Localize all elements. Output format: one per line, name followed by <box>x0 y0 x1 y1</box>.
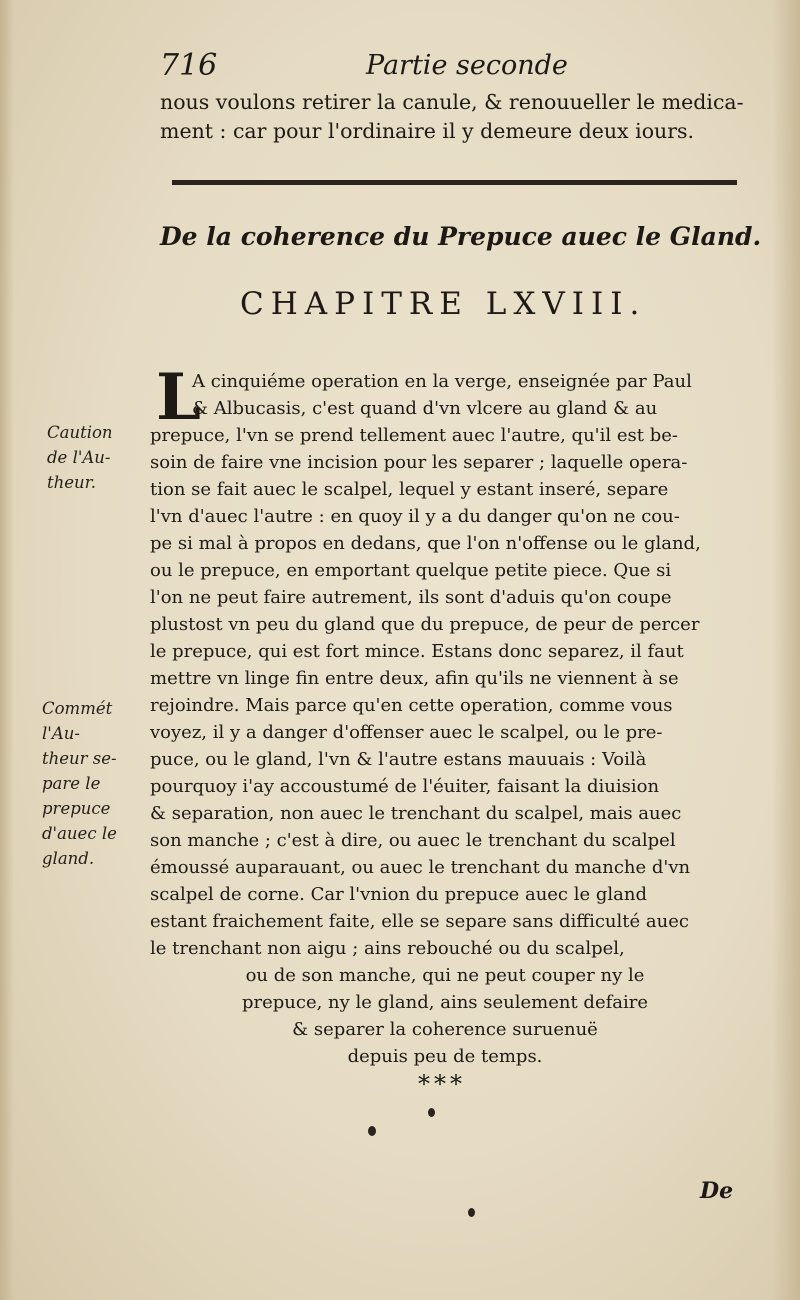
margin-note-line: l'Au- <box>42 724 80 743</box>
catchword: De <box>700 1178 734 1204</box>
body-line: tion se fait auec le scalpel, lequel y estant inseré, separe <box>150 479 669 500</box>
body-line: émoussé auparauant, ou auec le trenchant du manche d'vn <box>150 857 691 878</box>
margin-note-method <box>42 696 117 871</box>
margin-note-caution <box>47 420 113 495</box>
page-edge-shadow-left <box>0 0 14 1300</box>
body-line: le prepuce, qui est fort mince. Estans donc separez, il faut <box>150 641 684 662</box>
margin-note-line: de l'Au- <box>47 448 111 467</box>
body-line: ou le prepuce, en emportant quelque petite piece. Que si <box>150 560 672 581</box>
running-head: Partie seconde <box>366 50 568 81</box>
margin-note-line: prepuce <box>42 799 111 818</box>
body-line: estant fraichement faite, elle se separe sans difficulté auec <box>150 911 689 932</box>
page-header <box>160 48 780 90</box>
chapter-body <box>150 360 780 1070</box>
body-line: rejoindre. Mais parce qu'en cette operation, comme vous <box>150 695 673 716</box>
body-line: son manche ; c'est à dire, ou auec le trenchant du scalpel <box>150 830 676 851</box>
body-line: voyez, il y a danger d'offenser auec le scalpel, ou le pre- <box>150 722 663 743</box>
body-line: l'vn d'auec l'autre : en quoy il y a du danger qu'on ne cou- <box>150 506 680 527</box>
body-line: plustost vn peu du gland que du prepuce, de peur de percer <box>150 614 700 635</box>
body-line: prepuce, l'vn se prend tellement auec l'autre, qu'il est be- <box>150 425 678 446</box>
body-line: A cinquiéme operation en la verge, enseignée par Paul <box>192 371 692 392</box>
body-line: soin de faire vne incision pour les separer ; laquelle opera- <box>150 452 688 473</box>
continuation-text <box>160 88 760 146</box>
body-line: pourquoy i'ay accoustumé de l'éuiter, faisant la diuision <box>150 776 660 797</box>
body-line: & separer la coherence suruenuë <box>292 1019 598 1040</box>
chapter-heading: CHAPITRE LXVIII. <box>240 286 647 322</box>
horizontal-rule <box>172 180 737 185</box>
margin-note-line: Caution <box>47 423 113 442</box>
ink-dot <box>468 1208 475 1217</box>
margin-note-line: pare le <box>42 774 101 793</box>
body-line: puce, ou le gland, l'vn & l'autre estans mauuais : Voilà <box>150 749 647 770</box>
drop-cap: L <box>156 360 201 435</box>
ink-dot <box>368 1126 376 1136</box>
text-line: ment : car pour l'ordinaire il y demeure deux iours. <box>160 119 695 143</box>
body-line: l'on ne peut faire autrement, ils sont d'aduis qu'on coupe <box>150 587 672 608</box>
body-line: depuis peu de temps. <box>347 1046 543 1067</box>
body-line: pe si mal à propos en dedans, que l'on n'offense ou le gland, <box>150 533 701 554</box>
margin-note-line: d'auec le <box>42 824 117 843</box>
margin-note-line: theur se- <box>42 749 117 768</box>
body-line: & Albucasis, c'est quand d'vn vlcere au gland & au <box>192 398 658 419</box>
body-line: scalpel de corne. Car l'vnion du prepuce auec le gland <box>150 884 647 905</box>
margin-note-line: Commét <box>42 699 113 718</box>
body-line: mettre vn linge fin entre deux, afin qu'ils ne viennent à se <box>150 668 679 689</box>
body-line: le trenchant non aigu ; ains rebouché ou du scalpel, <box>150 938 625 959</box>
body-line: & separation, non auec le trenchant du scalpel, mais auec <box>150 803 682 824</box>
body-line: ou de son manche, qui ne peut couper ny le <box>245 965 645 986</box>
ink-dot <box>428 1108 435 1117</box>
page-number: 716 <box>160 48 218 83</box>
asterism: *** <box>418 1070 466 1098</box>
margin-note-line: theur. <box>47 473 96 492</box>
margin-note-line: gland. <box>42 849 95 868</box>
section-title: De la coherence du Prepuce auec le Gland. <box>160 222 762 251</box>
text-line: nous voulons retirer la canule, & renouueller le medica- <box>160 90 744 114</box>
body-line: prepuce, ny le gland, ains seulement defaire <box>241 992 649 1013</box>
